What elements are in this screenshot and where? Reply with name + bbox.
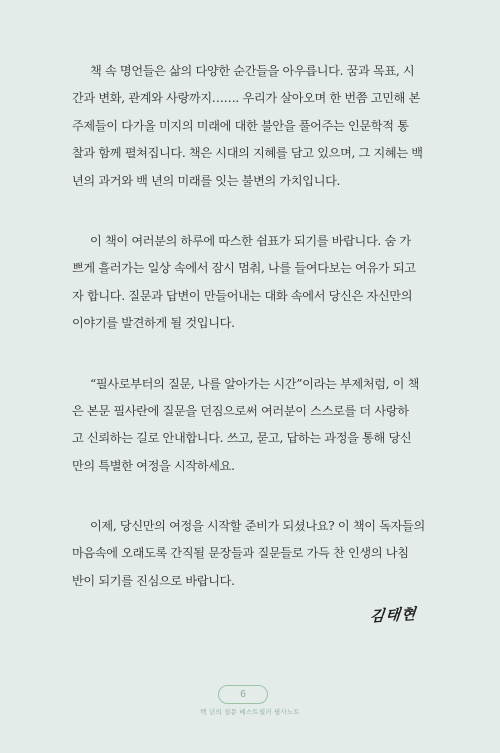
text-line: 책 속 명언들은 삶의 다양한 순간들을 아우릅니다. 꿈과 목표, 시 — [90, 64, 415, 78]
running-footer-title: 백 년의 질문 베스트셀러 필사노트 — [200, 708, 300, 716]
text-line: 자 합니다. 질문과 답변이 만들어내는 대화 속에서 당신은 자신만의 — [72, 288, 413, 303]
page-number: 6 — [218, 685, 268, 704]
paragraph-2 — [72, 228, 417, 338]
text-line: 고 신뢰하는 길로 안내합니다. 쓰고, 묻고, 답하는 과정을 통해 당신 — [72, 431, 412, 446]
text-line: 이 책이 여러분의 하루에 따스한 쉼표가 되기를 바랍니다. 숨 가 — [90, 233, 411, 248]
text-line: 은 본문 필사란에 질문을 던짐으로써 여러분이 스스로를 더 사랑하 — [72, 403, 409, 418]
text-line: 만의 특별한 여정을 시작하세요. — [72, 458, 235, 473]
text-line: 이제, 당신만의 여정을 시작할 준비가 되셨나요? 이 책이 독자들의 — [90, 519, 425, 534]
preface-body — [72, 58, 425, 628]
paragraph-4 — [72, 513, 425, 595]
text-line: 쁘게 흘러가는 일상 속에서 잠시 멈춰, 나를 들여다보는 여유가 되고 — [72, 261, 416, 276]
text-line: 찰과 함께 펼쳐집니다. 책은 시대의 지혜를 담고 있으며, 그 지혜는 백 — [72, 146, 423, 161]
text-line: 이야기를 발견하게 될 것입니다. — [72, 316, 235, 331]
text-line: 마음속에 오래도록 간직될 문장들과 질문들로 가득 찬 인생의 나침 — [72, 546, 409, 561]
text-line: 반이 되기를 진심으로 바랍니다. — [72, 573, 235, 588]
paragraph-3 — [72, 371, 420, 481]
text-line: 간과 변화, 관계와 사랑까지……. 우리가 살아오며 한 번쯤 고민해 본 — [72, 91, 421, 106]
paragraph-1 — [72, 58, 423, 195]
author-signature: 김태현 — [368, 604, 417, 626]
text-line: 년의 과거와 백 년의 미래를 잇는 불변의 가치입니다. — [72, 173, 341, 188]
text-line: “필사로부터의 질문, 나를 알아가는 시간”이라는 부제처럼, 이 책 — [90, 376, 420, 391]
text-line: 주제들이 다가올 미지의 미래에 대한 불안을 풀어주는 인문학적 통 — [72, 118, 409, 133]
